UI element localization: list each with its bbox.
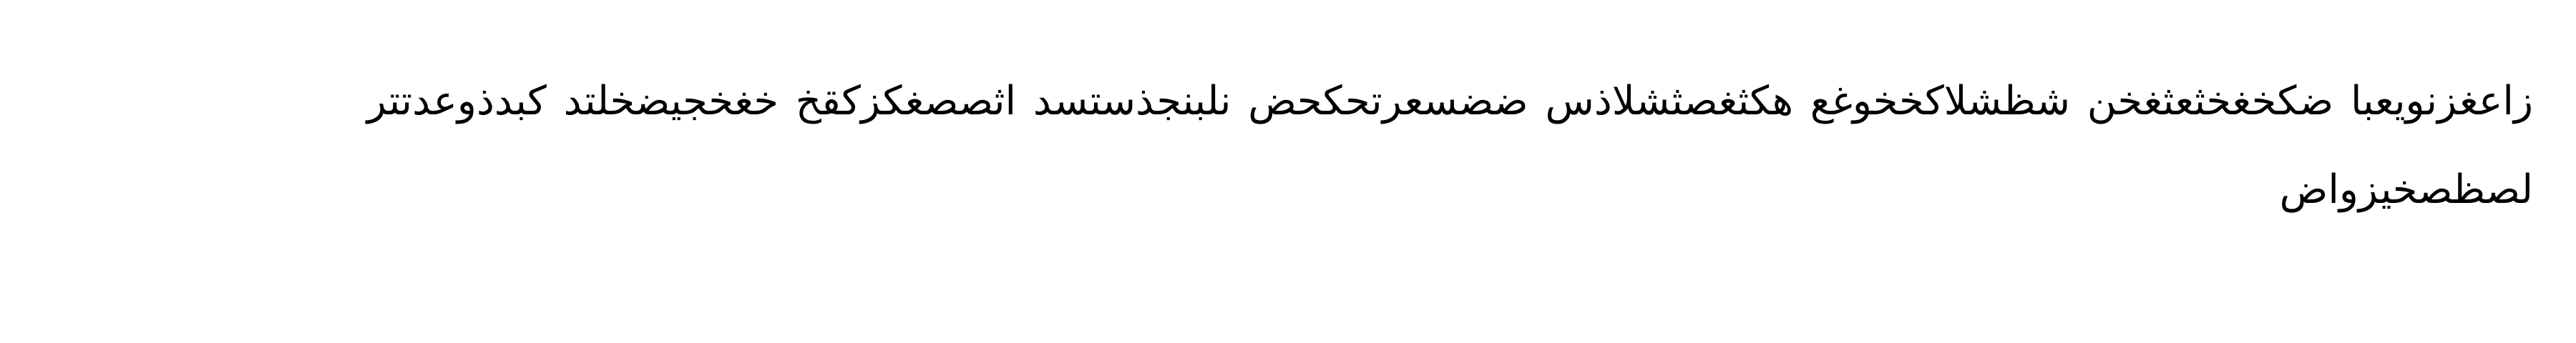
- rtl-text-paragraph: زاعغزنويعبا ضكخغخثعثغخن شظشلاكخخوغع هكثغصثشلاذس ضضسعرتحكحض نلبنجذستسد اثصصغكزكقخ خغخجيضخلتد كبدذوعدتتر لصظصخيزواض: [366, 78, 2533, 213]
